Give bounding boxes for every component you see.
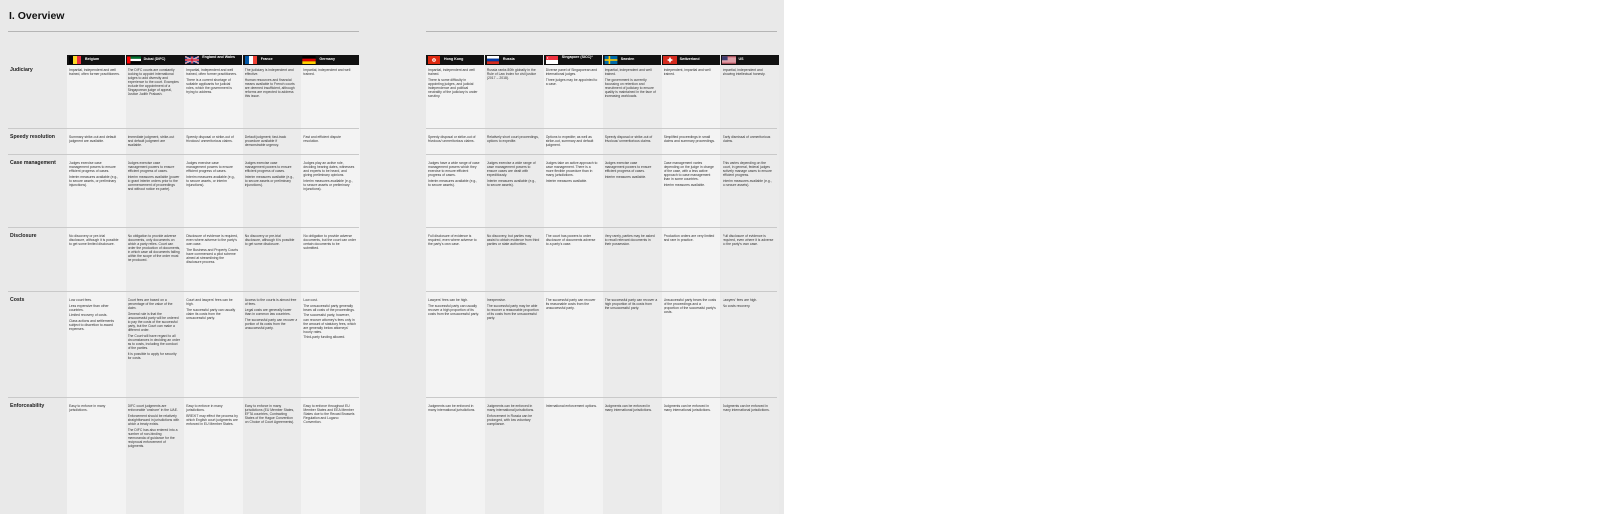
cell-text: Judges take an active approach to case management. There is a more flexible procedure than in many jurisdictions.: [545, 161, 598, 178]
cell-text: The successful party, however, can recover attorney's fees only in the amount of statutory fees, which are generally below attorneys' hourly rates.: [303, 313, 356, 334]
cell-costs-switzerland: [664, 298, 717, 396]
cell-text: Judges exercise case management powers to ensure efficient progress of cases.: [69, 161, 116, 174]
cell-speedy-resolution-france: [245, 135, 298, 153]
cell-text: International enforcement options.: [545, 404, 598, 408]
cell-text: No costs recovery.: [722, 303, 751, 308]
row-label-disclosure: Disclosure: [10, 233, 37, 239]
cell-text: Easy to enforce throughout EU Member States and EEA Member States due to the Recast Brussels Regulation and Lugano Convention.: [303, 404, 355, 425]
cell-judiciary-switzerland: [664, 68, 717, 127]
cell-judiciary-russia: [487, 68, 540, 127]
cell-text: General rule is that the unsuccessful party will be ordered to pay the costs of the successful party, but the Court can make a different order.: [127, 311, 179, 333]
cell-text: Enforcement in Russia can be prolonged, with low voluntary compliance.: [486, 413, 533, 426]
cell-judiciary-singapore-sicc: [546, 68, 599, 127]
row-divider: [426, 397, 777, 398]
cell-enforceability-england-and-wales: [186, 404, 239, 512]
cell-text: The DIFC has also entered into a number of non-binding memoranda of guidance for the reciprocal enforcement of judgments.: [127, 427, 178, 448]
cell-text: Interim measures available (e.g., to secure assets or preliminary injunctions).: [303, 178, 353, 192]
row-divider: [8, 397, 359, 398]
cell-disclosure-england-and-wales: [186, 234, 239, 290]
document-page: [0, 0, 784, 514]
row-label-costs: Costs: [10, 297, 25, 303]
singapore-flag-icon: [545, 56, 559, 64]
cell-text: The successful party can usually recover a high proportion of its costs from the unsuccessful party.: [428, 303, 480, 316]
row-label-speedy-resolution: Speedy resolution: [10, 134, 55, 140]
column-header-label: Singapore (SICC)*: [561, 55, 593, 60]
cell-enforceability-russia: [487, 404, 540, 512]
cell-disclosure-germany: [303, 234, 356, 290]
cell-text: Less expensive than other countries.: [69, 303, 109, 312]
cell-enforceability-belgium: [69, 404, 122, 512]
cell-disclosure-us: [723, 234, 776, 290]
row-divider: [8, 291, 359, 292]
cell-case-management-singapore-sicc: [546, 161, 599, 226]
cell-disclosure-singapore-sicc: [546, 234, 599, 290]
cell-text: The successful party can recover a portion of its costs from the unsuccessful party.: [244, 317, 298, 330]
comparison-table-left: [0, 55, 362, 514]
cell-text: Judgments can be enforced in many international jurisdictions.: [663, 404, 711, 413]
cell-text: Independent, impartial and well trained.: [663, 68, 711, 77]
cell-text: Judges play an active role, deciding hearing dates, witnesses and experts to be heard, and giving preliminary opinions.: [303, 161, 355, 178]
germany-flag-icon: [302, 56, 316, 64]
cell-text: Interim measures available (e.g., to secure assets or preliminary injunctions).: [244, 174, 294, 187]
cell-case-management-belgium: [69, 161, 122, 226]
cell-costs-us: [723, 298, 776, 396]
cell-disclosure-hong-kong: [428, 234, 481, 290]
cell-text: Judges exercise a wide range of case management powers to ensure cases are dealt with expeditiously.: [486, 161, 536, 178]
cell-enforceability-sweden: [605, 404, 658, 512]
row-divider: [8, 227, 359, 228]
cell-disclosure-russia: [487, 234, 540, 290]
cell-enforceability-france: [245, 404, 298, 512]
cell-text: The DIFC courts are constantly looking to appoint international judges to add diversity and experience to the court. Examples include the appointment of a Singaporean judge of appeal, Justice Judith Prakash.: [127, 68, 179, 97]
cell-text: The unsuccessful party generally bears all costs of the proceedings.: [303, 303, 355, 312]
cell-speedy-resolution-russia: [487, 135, 540, 153]
cell-text: Lawyers' fees are high.: [722, 298, 758, 302]
cell-text: Simplified proceedings in small claims and summary proceedings.: [663, 135, 716, 144]
cell-costs-france: [245, 298, 298, 396]
cell-text: Third-party funding allowed.: [303, 335, 346, 340]
switzerland-flag-icon: [663, 56, 677, 64]
cell-text: Judges exercise case management powers to ensure efficient progress of cases.: [604, 161, 652, 174]
row-label-case-management: Case management: [10, 160, 56, 166]
cell-text: Relatively short court proceedings, options to expedite.: [486, 135, 539, 144]
cell-text: The successful party can recover a high proportion of its costs from the unsuccessful party.: [604, 298, 658, 311]
cell-text: The successful party may be able to recover a reasonable proportion of its costs from the unsuccessful party.: [486, 303, 539, 320]
cell-costs-germany: [303, 298, 356, 396]
cell-text: Judgments can be enforced in many international jurisdictions.: [604, 404, 652, 413]
column-header-label: Switzerland: [679, 57, 700, 61]
cell-enforceability-dubai-difc: [128, 404, 181, 512]
column-header-label: Belgium: [85, 57, 100, 61]
cell-speedy-resolution-switzerland: [664, 135, 717, 153]
cell-text: Easy to enforce in many jurisdictions.: [69, 404, 106, 413]
cell-costs-singapore-sicc: [546, 298, 599, 396]
cell-text: No obligation to provide adverse documents, but the court can order certain documents to be submitted.: [303, 234, 356, 251]
cell-disclosure-france: [245, 234, 298, 290]
cell-text: Interim measures available (e.g., to secure assets, or preliminary injunctions).: [69, 174, 119, 187]
column-header-label: France: [260, 57, 273, 61]
cell-text: Court and lawyers' fees can be high.: [186, 298, 233, 307]
cell-text: Disclosure of evidence is required, even where adverse to the party's own case.: [186, 234, 239, 247]
row-divider: [426, 291, 777, 292]
column-header-label: Russia: [502, 57, 515, 61]
cell-text: Full disclosure of evidence is required, even where adverse to the party's own case.: [428, 234, 477, 247]
column-header-label: Dubai (DIFC): [143, 57, 166, 61]
cell-speedy-resolution-germany: [303, 135, 356, 153]
cell-text: The government is currently focussing on retention and recruitment of judiciary to ensure quality is maintained in the face of increasing workloads.: [604, 77, 656, 99]
cell-judiciary-england-and-wales: [186, 68, 239, 127]
cell-text: It is possible to apply for security for costs.: [127, 351, 177, 360]
comparison-table-right: [424, 55, 780, 514]
column-header-dubai-difc: [126, 55, 184, 65]
cell-text: Immediate judgment, strike-out and default judgment are available.: [127, 135, 175, 148]
cell-judiciary-dubai-difc: [128, 68, 181, 127]
uk-flag-icon: [185, 56, 199, 64]
cell-text: Interim measures available (e.g., to secure assets).: [428, 178, 478, 187]
cell-text: Impartial, independent and well trained.: [604, 68, 652, 77]
cell-text: Class actions and settlements subject to discretion to award expenses.: [69, 319, 115, 332]
row-divider: [426, 128, 777, 129]
cell-case-management-dubai-difc: [128, 161, 181, 226]
cell-text: Three judges may be appointed to a case.: [545, 77, 598, 86]
cell-costs-sweden: [605, 298, 658, 396]
france-flag-icon: [244, 56, 258, 64]
cell-text: No discovery or pre-trial disclosure, although it is possible to get some limited disclosure.: [69, 234, 119, 247]
cell-case-management-russia: [487, 161, 540, 226]
cell-text: Default judgment; fast-track procedure available if demonstrable urgency.: [244, 135, 287, 148]
cell-text: Impartial, independent and well trained.: [303, 68, 351, 77]
row-label-enforceability: Enforceability: [10, 403, 45, 409]
cell-speedy-resolution-sweden: [605, 135, 658, 153]
cell-text: No discovery or pre-trial disclosure, although it is possible to get some disclosure.: [244, 234, 295, 247]
cell-text: Easy to enforce in many jurisdictions (EU Member States, EFTA countries, Contracting States of the Hague Convention on Choice of Court Agreements).: [244, 404, 295, 425]
column-header-switzerland: [662, 55, 720, 65]
cell-case-management-sweden: [605, 161, 658, 226]
cell-text: Judgments can be enforced in many international jurisdictions.: [486, 404, 535, 413]
cell-text: Impartial, independent and showing intellectual honesty.: [722, 68, 766, 77]
cell-text: Interim measures available.: [545, 178, 588, 183]
cell-text: Judges exercise case management powers to ensure efficient progress of cases.: [127, 161, 175, 174]
column-header-sweden: [603, 55, 661, 65]
cell-text: Inexpensive.: [486, 298, 506, 302]
cell-text: Judges exercise case management powers to ensure efficient progress of cases.: [244, 161, 292, 174]
cell-enforceability-hong-kong: [428, 404, 481, 512]
cell-text: Judgments can be enforced in many international jurisdictions.: [428, 404, 476, 413]
cell-text: There is a current shortage of suitable applicants for judicial roles, which the government is trying to address.: [186, 77, 232, 94]
cell-case-management-england-and-wales: [186, 161, 239, 226]
column-header-russia: [485, 55, 543, 65]
title-rule-left: [8, 31, 359, 32]
cell-case-management-france: [245, 161, 298, 226]
cell-enforceability-switzerland: [664, 404, 717, 512]
cell-text: Speedy disposal or strike-out of frivolous/ unmeritorious claims.: [604, 135, 653, 144]
cell-text: No discovery, but parties may assist to obtain evidence from third parties or state authorities.: [486, 234, 540, 247]
cell-disclosure-sweden: [605, 234, 658, 290]
cell-text: The judiciary is independent and effective.: [244, 68, 294, 77]
cell-text: Interim measures available.: [604, 174, 647, 179]
cell-enforceability-singapore-sicc: [546, 404, 599, 512]
column-header-germany: [301, 55, 359, 65]
cell-text: The successful party can recover its reasonable costs from the unsuccessful party.: [545, 298, 596, 311]
title-rule-right: [426, 31, 777, 32]
cell-costs-hong-kong: [428, 298, 481, 396]
column-header-label: Germany: [319, 57, 335, 61]
cell-text: Impartial, independent and well trained, often former practitioners.: [186, 68, 238, 77]
row-label-judiciary: Judiciary: [10, 67, 33, 73]
row-divider: [426, 227, 777, 228]
cell-text: The court has powers to order disclosure of documents adverse to a party's case.: [545, 234, 596, 247]
cell-text: Summary strike-out and default judgment are available.: [69, 135, 117, 144]
cell-text: Speedy disposal or strike-out of frivolous/ unmeritorious claims.: [186, 135, 234, 144]
cell-text: Lawyers' fees can be high.: [428, 298, 469, 302]
column-header-england-and-wales: [184, 55, 242, 65]
column-header-label: England and Wales: [202, 55, 236, 60]
cell-text: Interim measures available.: [663, 182, 706, 187]
cell-text: Interim measures available (power to grant interim orders prior to the commencement of proceedings and without notice ex parte).: [127, 174, 180, 192]
cell-text: Speedy disposal or strike-out of frivolous/ unmeritorious claims.: [428, 135, 476, 144]
cell-costs-belgium: [69, 298, 122, 396]
row-divider: [8, 154, 359, 155]
cell-text: Russia ranks 80th globally in the Rule of Law Index for civil justice (2017 – 2018).: [486, 68, 537, 81]
cell-costs-russia: [487, 298, 540, 396]
cell-text: Judgments can be enforced in many international jurisdictions.: [722, 404, 770, 413]
cell-text: Diverse panel of Singaporean and international judges.: [545, 68, 598, 77]
column-header-france: [243, 55, 301, 65]
cell-speedy-resolution-hong-kong: [428, 135, 481, 153]
cell-judiciary-belgium: [69, 68, 122, 127]
cell-text: The Court will have regard to all circumstances in deciding an order as to costs, including the conduct of the parties.: [127, 333, 180, 351]
column-header-label: Hong Kong: [444, 57, 464, 61]
column-header-hong-kong: [426, 55, 484, 65]
cell-text: This varies depending on the court, in general, federal judges actively manage cases to ensure efficient progress.: [722, 161, 772, 178]
cell-disclosure-belgium: [69, 234, 122, 290]
cell-text: Impartial, independent and well trained.: [428, 68, 475, 77]
column-header-singapore-sicc: [544, 55, 602, 65]
cell-text: Judges have a wide range of case management powers which they exercise to ensure efficient progress of cases.: [428, 161, 480, 178]
cell-case-management-us: [723, 161, 776, 226]
hong-kong-flag-icon: [427, 56, 441, 64]
cell-text: Low cost.: [303, 298, 318, 302]
cell-enforceability-us: [723, 404, 776, 512]
cell-text: Very rarely, parties may be asked to recall relevant documents in their possession.: [604, 234, 655, 247]
cell-speedy-resolution-dubai-difc: [128, 135, 181, 153]
cell-speedy-resolution-singapore-sicc: [546, 135, 599, 153]
cell-text: Legal costs are generally lower than in common law countries.: [244, 307, 292, 316]
cell-text: Access to the courts is almost free of fees.: [244, 298, 297, 307]
cell-speedy-resolution-us: [723, 135, 776, 153]
column-header-us: [721, 55, 779, 65]
cell-text: Production orders are very limited and rare in practice.: [663, 234, 715, 243]
cell-text: Human resources and financial means available to French courts are deemed insufficient, although reforms are expected to address this issue.: [244, 77, 295, 99]
cell-costs-dubai-difc: [128, 298, 181, 396]
cell-judiciary-hong-kong: [428, 68, 481, 127]
cell-case-management-hong-kong: [428, 161, 481, 226]
cell-text: The Business and Property Courts have commenced a pilot scheme aimed at streamlining the disclosure process.: [186, 247, 239, 265]
cell-text: Court fees are based on a percentage of the value of the claim.: [127, 298, 173, 311]
cell-text: Interim measures available (e.g., to secure assets).: [486, 178, 537, 187]
cell-case-management-germany: [303, 161, 356, 226]
cell-text: Low court fees.: [69, 298, 92, 302]
column-header-label: US: [738, 57, 744, 61]
russia-flag-icon: [486, 56, 500, 64]
cell-text: There is some difficulty in appointing judges, and judicial independence and political neutrality of the judiciary is under scrutiny.: [428, 77, 478, 99]
cell-judiciary-germany: [303, 68, 356, 127]
row-divider: [426, 154, 777, 155]
cell-text: Impartial, independent and well trained, often former practitioners.: [69, 68, 120, 77]
cell-text: Fast and efficient dispute resolution.: [303, 135, 342, 144]
cell-text: Interim measures available (e.g., to secure assets, or interim injunctions).: [186, 174, 236, 187]
cell-text: Early dismissal of unmeritorious claims.: [722, 135, 771, 144]
cell-disclosure-switzerland: [664, 234, 717, 290]
cell-judiciary-france: [245, 68, 298, 127]
cell-speedy-resolution-england-and-wales: [186, 135, 239, 153]
cell-text: Full disclosure of evidence is required, even where it is adverse to the party's own case.: [722, 234, 774, 247]
cell-text: Enforcement should be relatively straightforward in jurisdictions with which a treaty exists.: [127, 413, 180, 426]
column-header-label: Sweden: [620, 57, 635, 61]
cell-costs-england-and-wales: [186, 298, 239, 396]
cell-text: Interim measures available (e.g., to secure assets).: [722, 178, 772, 187]
cell-text: Limited recovery of costs.: [69, 313, 108, 318]
cell-enforceability-germany: [303, 404, 356, 512]
sweden-flag-icon: [604, 56, 618, 64]
cell-case-management-switzerland: [664, 161, 717, 226]
cell-text: BREXIT may effect the process by which English court judgments are enforced in EU Member States.: [186, 413, 238, 426]
cell-text: Case management varies depending on the judge in charge of the case, with a less active approach to case management than in some countries.: [663, 161, 714, 182]
cell-text: The successful party can usually claim its costs from the unsuccessful party.: [186, 307, 236, 320]
us-flag-icon: [722, 56, 736, 64]
cell-text: DIFC court judgments are enforceable 'onshore' in the UAE.: [127, 404, 178, 413]
cell-judiciary-us: [723, 68, 776, 127]
cell-text: Unsuccessful party bears the costs of the proceedings and a proportion of the successful party's costs.: [663, 298, 717, 315]
cell-text: Easy to enforce in many jurisdictions.: [186, 404, 223, 413]
cell-text: No obligation to provide adverse documents, only documents on which a party relies. Court can order the production of documents, in which case all documents falling within the scope of the order must be produced.: [127, 234, 181, 263]
column-header-belgium: [67, 55, 125, 65]
cell-disclosure-dubai-difc: [128, 234, 181, 290]
cell-text: Judges exercise case management powers to ensure efficient progress of cases.: [186, 161, 233, 174]
cell-text: Options to expedite; as well as strike-out, summary and default judgment.: [545, 135, 594, 148]
uae-flag-icon: [127, 56, 141, 64]
page-title: I. Overview: [9, 10, 65, 22]
row-divider: [8, 128, 359, 129]
belgium-flag-icon: [68, 56, 82, 64]
cell-speedy-resolution-belgium: [69, 135, 122, 153]
cell-judiciary-sweden: [605, 68, 658, 127]
